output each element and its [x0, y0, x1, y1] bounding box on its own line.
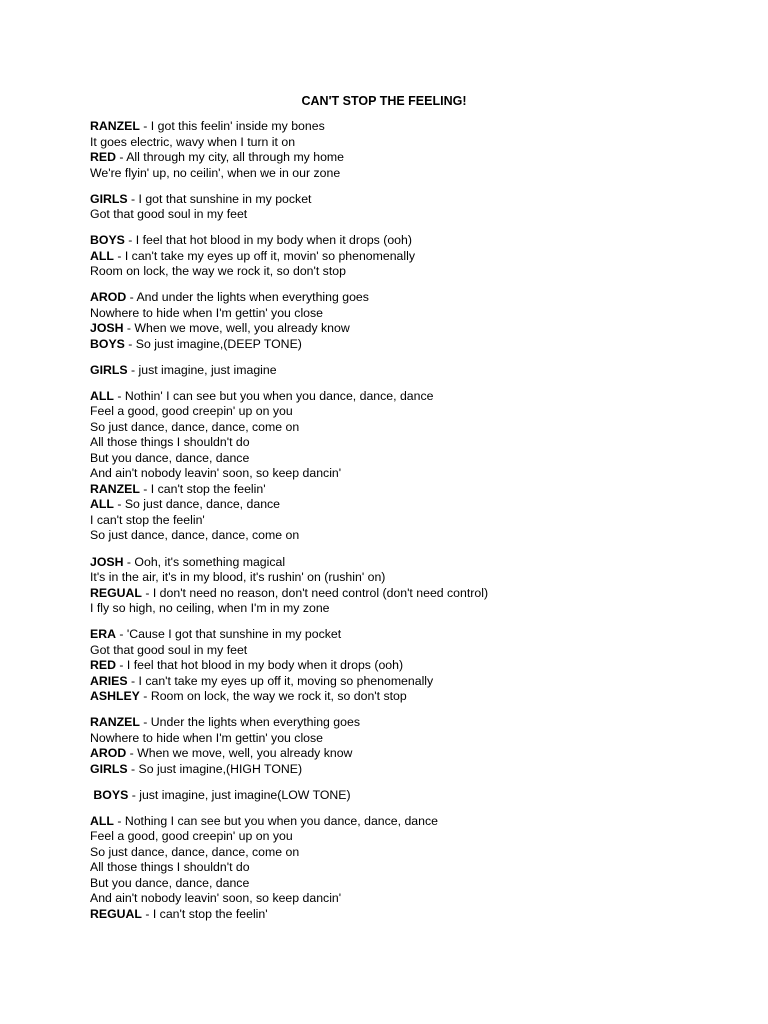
singer-name: RED — [90, 150, 116, 164]
lyric-text: - I feel that hot blood in my body when it drops (ooh) — [124, 233, 412, 248]
lyric-text: - When we move, well, you already know — [123, 321, 350, 336]
lyric-text: - Room on lock, the way we rock it, so don't stop — [139, 689, 407, 704]
lyric-text: Got that good soul in my feet — [90, 642, 248, 657]
lyric-line — [90, 570, 750, 586]
singer-name: ERA — [90, 627, 116, 642]
lyric-text: - So just imagine,(HIGH TONE) — [127, 761, 303, 776]
lyric-text: - just imagine, just imagine — [127, 362, 277, 377]
singer-name: BOYS — [90, 233, 125, 248]
lyric-text: - When we move, well, you already know — [126, 746, 353, 761]
singer-name: ASHLEY — [90, 689, 140, 704]
singer-name: REGUAL — [90, 906, 142, 921]
lyric-text: So just dance, dance, dance, come on — [90, 844, 300, 859]
lyric-line — [90, 627, 750, 643]
lyric-text: - So just imagine,(DEEP TONE) — [124, 336, 302, 351]
lyric-line — [90, 290, 750, 306]
lyric-line — [90, 466, 750, 482]
stanza — [90, 715, 750, 777]
lyric-line — [90, 814, 750, 830]
singer-name: BOYS — [90, 787, 129, 802]
stanza — [90, 555, 750, 617]
lyric-line — [90, 337, 750, 353]
page-title: CAN'T STOP THE FEELING! — [301, 94, 467, 108]
lyric-line — [90, 513, 750, 529]
lyric-text: - 'Cause I got that sunshine in my pocket — [115, 627, 342, 642]
lyric-text: - Nothing I can see but you when you dance, dance, dance — [113, 813, 438, 828]
lyric-text: Feel a good, good creepin' up on you — [90, 829, 293, 844]
lyric-text: - All through my city, all through my home — [115, 150, 345, 164]
singer-name: AROD — [90, 746, 127, 761]
lyric-text: So just dance, dance, dance, come on — [90, 528, 300, 543]
lyric-line — [90, 658, 750, 674]
lyric-text: - I can't stop the feelin' — [139, 481, 266, 496]
lyric-text: - I got this feelin' inside my bones — [139, 119, 325, 133]
lyric-line — [90, 451, 750, 467]
singer-name: GIRLS — [90, 761, 128, 776]
lyric-line — [90, 876, 750, 892]
lyric-text: - Ooh, it's something magical — [123, 554, 286, 569]
lyric-text: - Under the lights when everything goes — [139, 715, 360, 730]
singer-name: ALL — [90, 388, 114, 403]
lyric-line — [90, 233, 750, 249]
lyric-line — [90, 829, 750, 845]
singer-name: GIRLS — [90, 362, 128, 377]
lyric-line — [90, 891, 750, 907]
lyric-line — [90, 150, 750, 166]
singer-name: RANZEL — [90, 715, 140, 730]
stanza — [90, 192, 750, 223]
singer-name: RANZEL — [90, 481, 140, 496]
stanza — [90, 233, 750, 280]
lyric-text: - So just dance, dance, dance — [113, 497, 281, 512]
singer-name: AROD — [90, 290, 127, 305]
lyric-text: Room on lock, the way we rock it, so don't stop — [90, 264, 346, 279]
lyric-text: Nowhere to hide when I'm gettin' you close — [90, 730, 323, 745]
lyric-line — [90, 321, 750, 337]
lyric-text: - just imagine, just imagine(LOW TONE) — [128, 787, 351, 802]
lyric-line — [90, 715, 750, 731]
lyric-text: - I can't take my eyes up off it, moving so phenomenally — [127, 673, 434, 688]
lyric-line — [90, 207, 750, 223]
lyric-line — [90, 528, 750, 544]
lyric-text: But you dance, dance, dance — [90, 450, 250, 465]
lyric-text: - I can't stop the feelin' — [141, 906, 268, 921]
singer-name: GIRLS — [90, 191, 128, 206]
lyric-line — [90, 249, 750, 265]
lyric-line — [90, 746, 750, 762]
lyric-text: - And under the lights when everything goes — [126, 290, 369, 305]
lyric-line — [90, 674, 750, 690]
lyric-line — [90, 119, 750, 135]
singer-name: RANZEL — [90, 119, 140, 133]
stanza — [90, 814, 750, 923]
lyric-line — [90, 264, 750, 280]
lyric-line — [90, 860, 750, 876]
lyric-line — [90, 907, 750, 923]
lyric-text: We're flyin' up, no ceilin', when we in our zone — [90, 165, 341, 180]
lyric-line — [90, 166, 750, 182]
lyric-line — [90, 788, 750, 804]
lyric-line — [90, 689, 750, 705]
lyric-line — [90, 389, 750, 405]
lyric-line — [90, 482, 750, 498]
lyric-text: Nowhere to hide when I'm gettin' you close — [90, 305, 323, 320]
lyric-line — [90, 731, 750, 747]
lyric-text: I fly so high, no ceiling, when I'm in my zone — [90, 601, 330, 616]
singer-name: REGUAL — [90, 585, 142, 600]
stanza — [90, 788, 750, 804]
lyric-line — [90, 586, 750, 602]
stanza — [90, 627, 750, 705]
lyric-line — [90, 497, 750, 513]
stanza — [90, 389, 750, 544]
lyric-line — [90, 601, 750, 617]
lyric-text: It's in the air, it's in my blood, it's rushin' on (rushin' on) — [90, 570, 386, 585]
lyric-line — [90, 845, 750, 861]
singer-name: BOYS — [90, 336, 125, 351]
singer-name: ARIES — [90, 673, 128, 688]
lyric-text: - I don't need no reason, don't need control (don't need control) — [141, 585, 489, 600]
lyric-text: And ain't nobody leavin' soon, so keep dancin' — [90, 891, 342, 906]
lyric-line — [90, 363, 750, 379]
singer-name: ALL — [90, 497, 114, 512]
lyric-text: But you dance, dance, dance — [90, 875, 250, 890]
lyric-line — [90, 420, 750, 436]
lyric-text: All those things I shouldn't do — [90, 860, 250, 875]
lyric-text: Got that good soul in my feet — [90, 207, 248, 222]
lyric-text: I can't stop the feelin' — [90, 512, 205, 527]
lyric-line — [90, 306, 750, 322]
lyric-text: And ain't nobody leavin' soon, so keep dancin' — [90, 466, 342, 481]
lyric-text: - I feel that hot blood in my body when it drops (ooh) — [115, 658, 404, 673]
lyric-line — [90, 762, 750, 778]
lyric-line — [90, 192, 750, 208]
lyric-text: - Nothin' I can see but you when you dance, dance, dance — [113, 388, 434, 403]
lyric-line — [90, 135, 750, 151]
singer-name: RED — [90, 658, 116, 673]
singer-name: ALL — [90, 248, 114, 263]
lyric-line — [90, 404, 750, 420]
lyric-text: Feel a good, good creepin' up on you — [90, 404, 293, 419]
singer-name: JOSH — [90, 321, 124, 336]
lyric-text: It goes electric, wavy when I turn it on — [90, 134, 296, 149]
lyric-text: All those things I shouldn't do — [90, 435, 250, 450]
stanza — [90, 363, 750, 379]
singer-name: ALL — [90, 813, 114, 828]
stanza — [90, 119, 750, 181]
lyric-text: - I can't take my eyes up off it, movin' so phenomenally — [113, 248, 416, 263]
lyric-text: So just dance, dance, dance, come on — [90, 419, 300, 434]
lyric-text: - I got that sunshine in my pocket — [127, 191, 312, 206]
stanza — [90, 290, 750, 352]
lyric-line — [90, 555, 750, 571]
lyrics-body — [90, 119, 750, 933]
lyric-line — [90, 643, 750, 659]
singer-name: JOSH — [90, 554, 124, 569]
lyric-line — [90, 435, 750, 451]
